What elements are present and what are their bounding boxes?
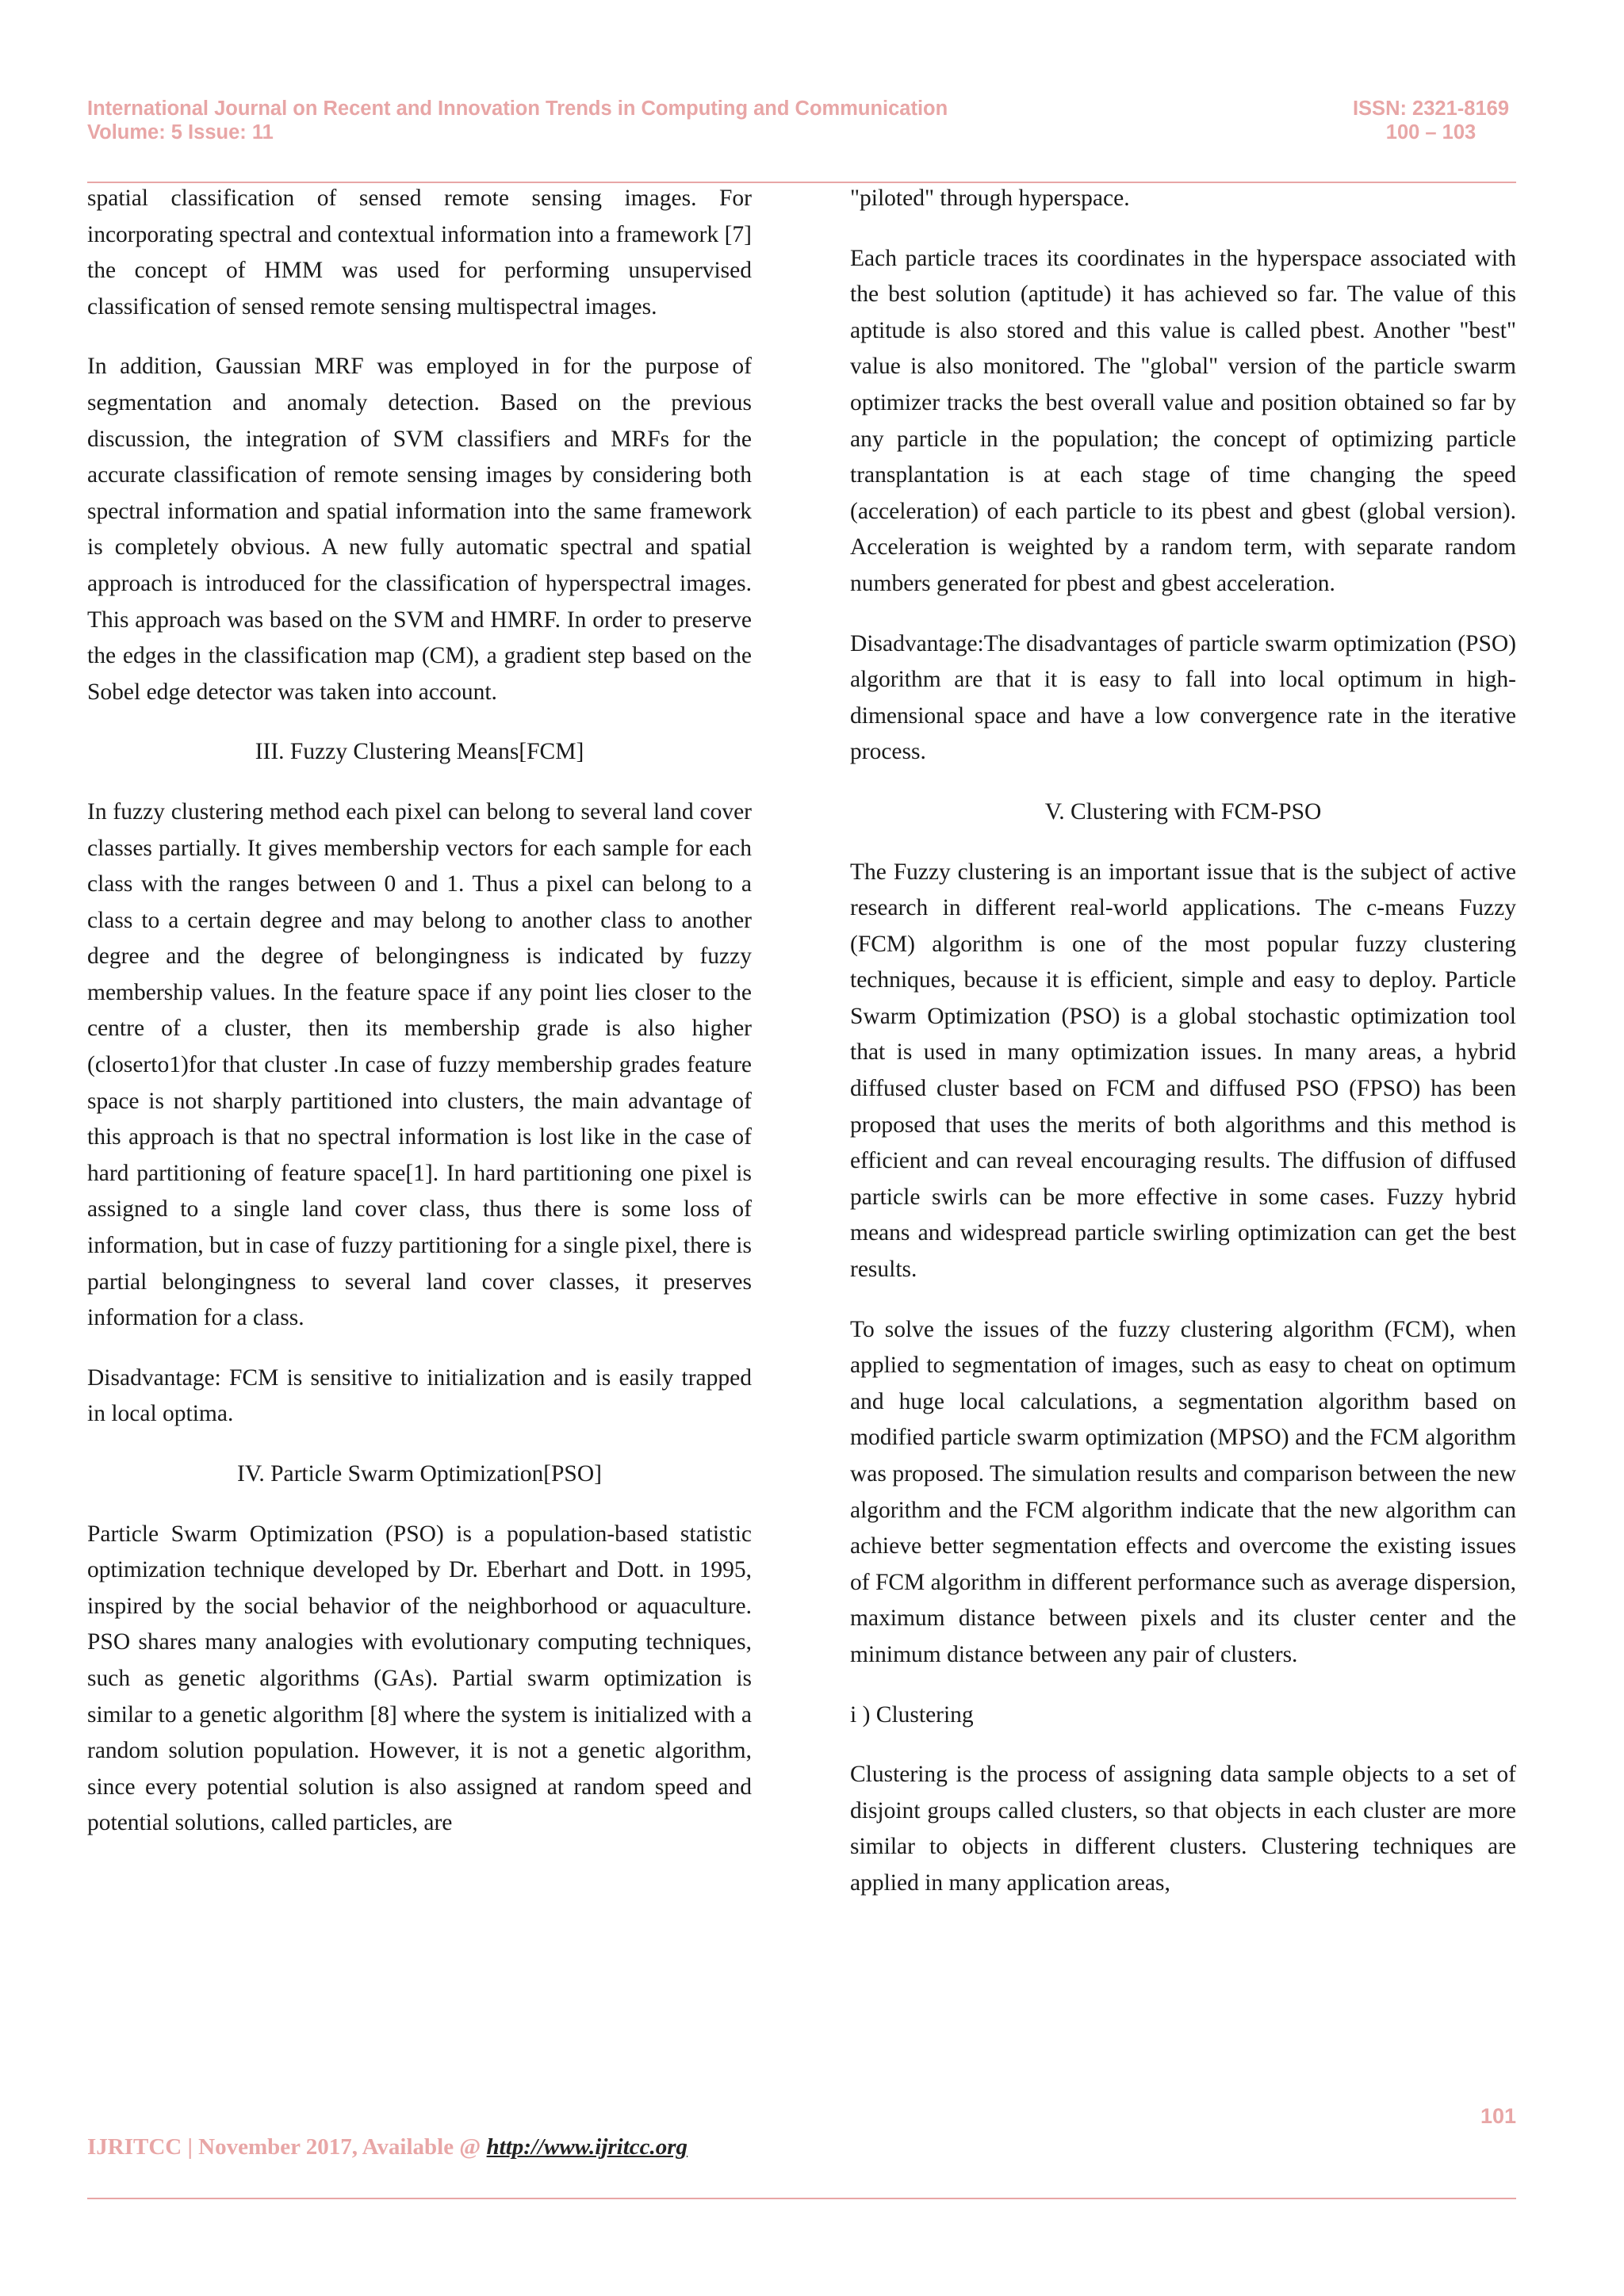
page-number: 101 [1480,2104,1516,2128]
volume-issue: Volume: 5 Issue: 11 [87,121,274,144]
paragraph: In fuzzy clustering method each pixel can belong to several land cover classes partially. It gives membership vectors for each sample for each class with the ranges between 0 and 1. Thus a pixel can belong to a class to a certain degree and may belong to another class to another degree and the degree of belongingness is indicated by fuzzy membership values. In the feature space if any point lies closer to the centre of a cluster, then its membership grade is also higher (closerto1)for that cluster .In case of fuzzy membership grades feature space is not sharply partitioned into clusters, the main advantage of this approach is that no spectral information is lost like in the case of hard partitioning of feature space[1]. In hard partitioning one pixel is assigned to a single land cover class, thus there is some loss of information, but in case of fuzzy partitioning for a single pixel, there is partial belongingness to several land cover classes, it preserves information for a class. [87,798,752,1331]
paragraph: Particle Swarm Optimization (PSO) is a population-based statistic optimization technique developed by Dr. Eberhart and Dott. in 1995, inspired by the social behavior of the neighborhood or aquaculture. PSO shares many analogies with evolutionary computing techniques, such as genetic algorithms (GAs). Partial swarm optimization is similar to a genetic algorithm [8] where the system is initialized with a random solution population. However, it is not a genetic algorithm, since every potential solution is also assigned at random speed and potential solutions, called particles, are [87,1521,752,1836]
section-heading-pso: IV. Particle Swarm Optimization[PSO] [237,1461,602,1487]
issn: ISSN: 2321-8169 [1352,98,1510,120]
paragraph: To solve the issues of the fuzzy clustering algorithm (FCM), when applied to segmentation of images, such as easy to cheat on optimum and huge local calculations, a segmentation algorithm based on modified particle swarm optimization (MPSO) and the FCM algorithm was proposed. The simulation results and comparison between the new algorithm and the FCM algorithm indicate that the new algorithm can achieve better segmentation effects and overcome the existing issues of FCM algorithm in different performance such as average dispersion, maximum distance between pixels and its cluster center and the minimum distance between any pair of clusters. [850,1316,1516,1667]
left-column [87,181,752,1866]
paragraph: Each particle traces its coordinates in the hyperspace associated with the best solution (aptitude) it has achieved so far. The value of this aptitude is also stored and this value is called pbest. Another "best" value is also monitored. The "global" version of the particle swarm optimizer tracks the best overall value and position obtained so far by any particle in the population; the concept of optimizing particle transplantation is at each stage of time changing the speed (acceleration) of each particle to its pbest and gbest (global version). Acceleration is weighted by a random term, with separate random numbers generated for pbest and gbest acceleration. [850,245,1516,596]
footer-text: IJRITCC | November 2017, Available @ [87,2134,487,2160]
footer-link[interactable]: http://www.ijritcc.org [486,2134,688,2160]
paragraph: Clustering is the process of assigning data sample objects to a set of disjoint groups called clusters, so that objects in each cluster are more similar to objects in different clusters. Clustering techniques are applied in many application areas, [850,1762,1516,1896]
right-column [850,181,1516,1926]
page-footer [87,2134,688,2160]
page-header [87,97,1516,144]
page-range: 100 – 103 [1385,121,1477,144]
paragraph: spatial classification of sensed remote sensing images. For incorporating spectral and contextual information into a framework [7] the concept of HMM was used for performing unsupervised classification of sensed remote sensing multispectral images. [87,186,752,320]
subsection-heading-clustering: i ) Clustering [850,1701,974,1728]
section-heading-fcm: III. Fuzzy Clustering Means[FCM] [255,739,584,765]
section-heading-fcm-pso: V. Clustering with FCM-PSO [1044,798,1322,825]
journal-title: International Journal on Recent and Innovation Trends in Computing and Communication [87,98,948,120]
paragraph: Disadvantage: FCM is sensitive to initialization and is easily trapped in local optima. [87,1364,752,1427]
paragraph: The Fuzzy clustering is an important issue that is the subject of active research in different real-world applications. The c-means Fuzzy (FCM) algorithm is one of the most popular fuzzy clustering techniques, because it is efficient, simple and easy to deploy. Particle Swarm Optimization (PSO) is a global stochastic optimization tool that is used in many optimization issues. In many areas, a hybrid diffused cluster based on FCM and diffused PSO (FPSO) has been proposed that uses the merits of both algorithms and this method is efficient and can reveal encouraging results. The diffusion of diffused particle swirls can be more effective in some cases. Fuzzy hybrid means and widespread particle swirling optimization can get the best results. [850,859,1516,1283]
footer-divider [87,2198,1516,2199]
paragraph: In addition, Gaussian MRF was employed in for the purpose of segmentation and anomaly detection. Based on the previous discussion, the integration of SVM classifiers and MRFs for the accurate classification of remote sensing images by considering both spectral information and spatial information into the same framework is completely obvious. A new fully automatic spectral and spatial approach is introduced for the classification of hyperspectral images. This approach was based on the SVM and HMRF. In order to preserve the edges in the classification map (CM), a gradient step based on the Sobel edge detector was taken into account. [87,354,752,705]
paragraph: "piloted" through hyperspace. [850,186,1130,211]
paragraph: Disadvantage:The disadvantages of particle swarm optimization (PSO) algorithm are that it is easy to fall into local optimum in high-dimensional space and have a low convergence rate in the iterative process. [850,630,1516,765]
